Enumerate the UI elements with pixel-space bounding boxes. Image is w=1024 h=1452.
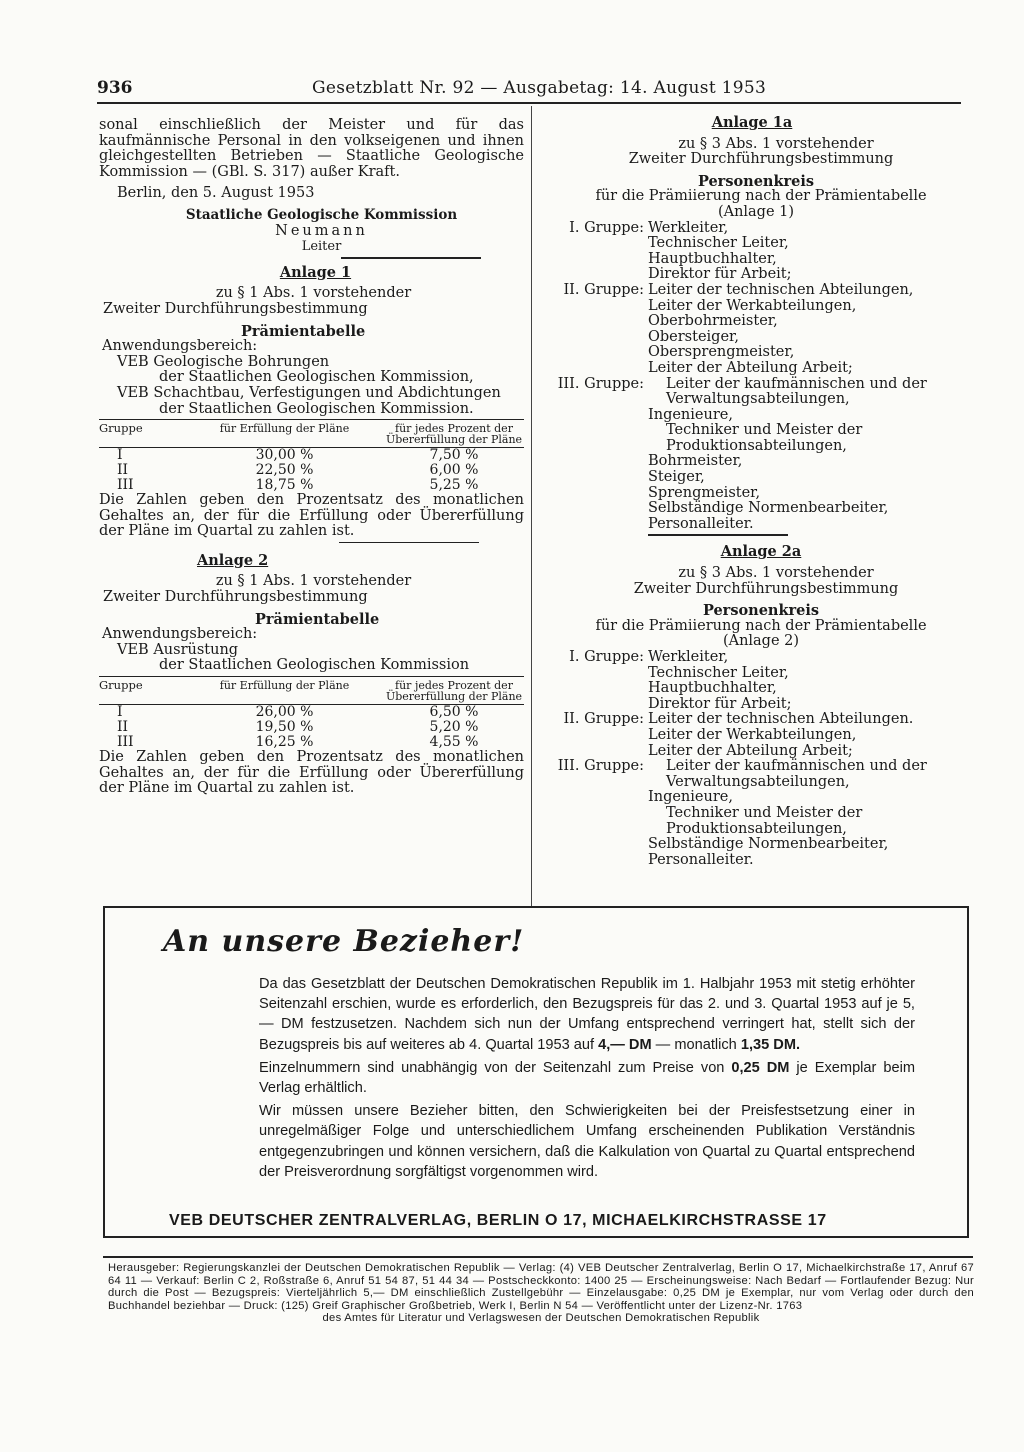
anlage1a-group-1 [540, 221, 972, 283]
notice-paragraph-2: Einzelnummern sind unabhängig von der Seitenzahl zum Preise von 0,25 DM je Exemplar beim Verlag erhältlich. [259, 1059, 915, 1097]
table-header: für jedes Prozent der Übererfüllung der Pläne [385, 679, 523, 704]
list-item: Leiter der Werkabteilungen, [648, 297, 857, 314]
group-label: III. Gruppe: [557, 758, 644, 775]
anlage1a-group-3 [540, 377, 972, 533]
table-header: für Erfüllung der Pläne [219, 679, 350, 693]
list-item: Personalleiter. [648, 515, 754, 532]
list-item: Leiter der Werkabteilungen, [648, 726, 857, 743]
anlage2a-ref1: zu § 3 Abs. 1 vorstehender [678, 565, 874, 582]
section-rule [648, 534, 788, 536]
group-label: II. Gruppe: [563, 281, 644, 298]
table-header: für Erfüllung der Pläne [219, 422, 350, 436]
table-cell: 16,25 % [255, 734, 314, 751]
table-cell: 5,25 % [429, 477, 479, 494]
page-number: 936 [97, 78, 133, 98]
table-cell: 7,50 % [429, 447, 479, 464]
anlage2-title: Anlage 2 [197, 551, 269, 569]
table-row [99, 705, 524, 721]
table-row [99, 463, 524, 478]
list-item: Technischer Leiter, [648, 235, 789, 252]
table-cell: III [117, 734, 134, 751]
table-cell: 26,00 % [255, 704, 314, 721]
table-cell: 30,00 % [255, 447, 314, 464]
anlage1a-ref2: Zweiter Durchführungsbestimmung [628, 151, 894, 168]
anlage1-ref2: Zweiter Durchführungsbestimmung [103, 300, 368, 317]
anlage2-note: Die Zahlen geben den Prozentsatz des monatlichen Gehaltes an, der für die Erfüllung oder Übererfüllung der Pläne im Quartal zu zahlen ist. [99, 749, 524, 797]
subscriber-notice-box [103, 906, 969, 1238]
anlage1-table-title: Prämientabelle [241, 322, 366, 340]
list-item: Leiter der kaufmännischen und der Verwaltungsabteilungen, [666, 758, 927, 790]
intro-paragraph: sonal einschließlich der Meister und für das kaufmännische Personal in den volkseigenen und ihnen gleichgestellten Betrieben — Staatliche Geologische Kommission — (GBl. S. 317) außer Kraft. [99, 117, 524, 180]
place-date: Berlin, den 5. August 1953 [117, 185, 315, 202]
list-item: Bohrmeister, [648, 453, 743, 470]
table-cell: 18,75 % [255, 477, 314, 494]
table-cell: I [117, 447, 123, 464]
anlage1a-circle: Personenkreis [697, 172, 815, 190]
notice-paragraph-1: Da das Gesetzblatt der Deutschen Demokratischen Republik im 1. Halbjahr 1953 mit stetig erhöhter Seitenzahl erschien, wurde es erforderlich, den Bezugspreis für das 2. und 3. Quartal 1953 auf je 5,— DM festzusetzen. Nachdem sich nun der Umfang entsprechend verringert hat, stellt sich der Bezugspreis bis auf weiteres ab 4. Quartal 1953 auf 4,— DM — monatlich 1,35 DM. [259, 976, 915, 1053]
notice-title: An unsere Bezieher! [163, 924, 525, 959]
list-item: Leiter der Abteilung Arbeit; [648, 359, 853, 376]
table-header: Gruppe [99, 678, 143, 693]
anlage2a-circle: Personenkreis [702, 602, 820, 620]
table-cell: II [117, 462, 129, 479]
table-cell: III [117, 477, 134, 494]
anlage1-title: Anlage 1 [279, 263, 352, 281]
anlage2a-group-1 [540, 650, 972, 712]
anlage2-scope-1b: der Staatlichen Geologischen Kommission [159, 657, 470, 674]
list-item: Steiger, [648, 469, 705, 486]
list-item: Werkleiter, [648, 649, 729, 665]
list-item: Sprengmeister, [648, 484, 761, 501]
anlage2-bonus-table [99, 676, 524, 750]
list-item: Techniker und Meister der Produktionsabteilungen, [666, 422, 863, 454]
list-item: Hauptbuchhalter, [648, 250, 777, 267]
section-rule [339, 542, 479, 543]
list-item: Ingenieure, [648, 406, 733, 423]
anlage2a-group-2 [540, 712, 972, 759]
anlage2a-title: Anlage 2a [720, 543, 802, 561]
table-row [99, 478, 524, 493]
table-cell: I [117, 704, 123, 721]
list-item: Leiter der kaufmännischen und der Verwaltungsabteilungen, [666, 375, 927, 408]
list-item: Oberbohrmeister, [648, 313, 778, 330]
publisher-line: VEB DEUTSCHER ZENTRALVERLAG, BERLIN O 17, MICHAELKIRCHSTRASSE 17 [169, 1212, 827, 1229]
imprint [108, 1262, 974, 1325]
table-cell: 19,50 % [255, 719, 314, 736]
page-title: Gesetzblatt Nr. 92 — Ausgabetag: 14. August 1953 [312, 78, 767, 98]
anlage2a-for2: (Anlage 2) [722, 633, 800, 650]
table-row [99, 735, 524, 750]
table-cell: 22,50 % [255, 462, 314, 479]
table-row [99, 720, 524, 735]
group-label: I. Gruppe: [569, 649, 644, 665]
list-item: Ingenieure, [648, 789, 733, 806]
table-cell: 6,50 % [429, 704, 479, 721]
authority: Staatliche Geologische Kommission [185, 206, 458, 223]
anlage1-scope-1b: der Staatlichen Geologischen Kommission, [159, 369, 474, 386]
anlage2a-for1: für die Prämiierung nach der Prämientabelle [595, 617, 927, 634]
list-item: Werkleiter, [648, 219, 729, 236]
anlage1-ref1: zu § 1 Abs. 1 vorstehender [215, 285, 412, 302]
table-row [99, 448, 524, 464]
table-cell: 5,20 % [429, 719, 479, 736]
table-header: für jedes Prozent der Übererfüllung der Pläne [385, 422, 523, 447]
footer-rule [103, 1256, 973, 1258]
anlage2-scope-label: Anwendungsbereich: [102, 626, 258, 643]
notice-body [259, 974, 915, 1185]
anlage2a-ref2: Zweiter Durchführungsbestimmung [633, 580, 899, 597]
list-item: Techniker und Meister der Produktionsabteilungen, [666, 804, 863, 837]
anlage2-ref2: Zweiter Durchführungsbestimmung [103, 589, 368, 606]
anlage1-scope-2b: der Staatlichen Geologischen Kommission. [159, 400, 474, 417]
anlage1a-group-2 [540, 283, 972, 377]
list-item: Hauptbuchhalter, [648, 680, 777, 697]
list-item: Leiter der Abteilung Arbeit; [648, 742, 853, 759]
notice-paragraph-3: Wir müssen unsere Bezieher bitten, den Schwierigkeiten bei der Preisfestsetzung einer in unregelmäßiger Folge und unterschiedlichem Umfang erscheinenden Publikation Verständnis entgegenzubringen und können versichern, daß die Kalkulation von Quartal zu Quartal entsprechend der Preisverordnung sorgfältigst vorgenommen wird. [259, 1103, 915, 1180]
imprint-text: Herausgeber: Regierungskanzlei der Deutschen Demokratischen Republik — Verlag: (4) VEB Deutscher Zentralverlag, Berlin O 17, Michaelkirchstraße 17, Anruf 67 64 11 — Verkauf: Berlin C 2, Roßstraße 6, Anruf 51 54 87, 51 44 34 — Postscheckkonto: 1400 25 — Erscheinungsweise: Nach Bedarf — Fortlaufender Bezug: Nur durch die Post — Bezugspreis: Vierteljährlich 5,— DM einschließlich Zustellgebühr — Einzelausgabe: 0,25 DM je Exemplar, nur vom Verlag oder durch den Buchhandel beziehbar — Druck: (125) Greif Graphischer Großbetrieb, Werk I, Berlin N 54 — Veröffentlicht unter der Lizenz-Nr. 1763 [108, 1262, 974, 1312]
list-item: Leiter der technischen Abteilungen, [648, 281, 914, 298]
anlage2-table-title: Prämientabelle [255, 610, 380, 628]
group-label: III. Gruppe: [557, 375, 644, 392]
anlage1-note: Die Zahlen geben den Prozentsatz des monatlichen Gehaltes an, der für die Erfüllung oder Übererfüllung der Pläne im Quartal zu zahlen ist. [99, 492, 524, 540]
table-cell: II [117, 719, 129, 736]
list-item: Personalleiter. [648, 851, 754, 868]
group-label: I. Gruppe: [569, 219, 644, 236]
anlage1-scope-1a: VEB Geologische Bohrungen [117, 353, 330, 370]
list-item: Direktor für Arbeit; [648, 695, 792, 712]
anlage1a-for1: für die Prämiierung nach der Prämientabelle [595, 188, 927, 205]
anlage1-scope-2a: VEB Schachtbau, Verfestigungen und Abdichtungen [117, 384, 501, 401]
table-header: Gruppe [99, 421, 143, 436]
imprint-last-line: des Amtes für Literatur und Verlagswesen der Deutschen Demokratischen Republik [322, 1312, 760, 1325]
anlage2-ref1: zu § 1 Abs. 1 vorstehender [215, 573, 412, 590]
right-column [540, 115, 972, 868]
anlage2-scope-1a: VEB Ausrüstung [117, 641, 239, 658]
signature-rule [341, 257, 481, 259]
list-item: Selbständige Normenbearbeiter, [648, 836, 889, 853]
table-cell: 6,00 % [429, 462, 479, 479]
anlage1-bonus-table [99, 419, 524, 493]
anlage1a-title: Anlage 1a [711, 114, 793, 131]
list-item: Selbständige Normenbearbeiter, [648, 500, 889, 517]
list-item: Obersprengmeister, [648, 344, 795, 361]
column-divider [531, 106, 532, 906]
list-item: Obersteiger, [648, 328, 739, 345]
anlage1a-for2: (Anlage 1) [717, 203, 795, 220]
list-item: Direktor für Arbeit; [648, 266, 792, 283]
left-column [99, 118, 524, 797]
group-label: II. Gruppe: [563, 711, 644, 728]
anlage2a-group-3 [540, 759, 972, 868]
anlage1a-ref1: zu § 3 Abs. 1 vorstehender [678, 135, 874, 152]
signer-role: Leiter [301, 239, 342, 255]
table-cell: 4,55 % [429, 734, 479, 751]
signer-name: Neumann [275, 222, 368, 239]
anlage1-scope-label: Anwendungsbereich: [102, 338, 258, 355]
list-item: Technischer Leiter, [648, 664, 789, 681]
page-header [97, 76, 961, 104]
list-item: Leiter der technischen Abteilungen. [648, 711, 914, 728]
